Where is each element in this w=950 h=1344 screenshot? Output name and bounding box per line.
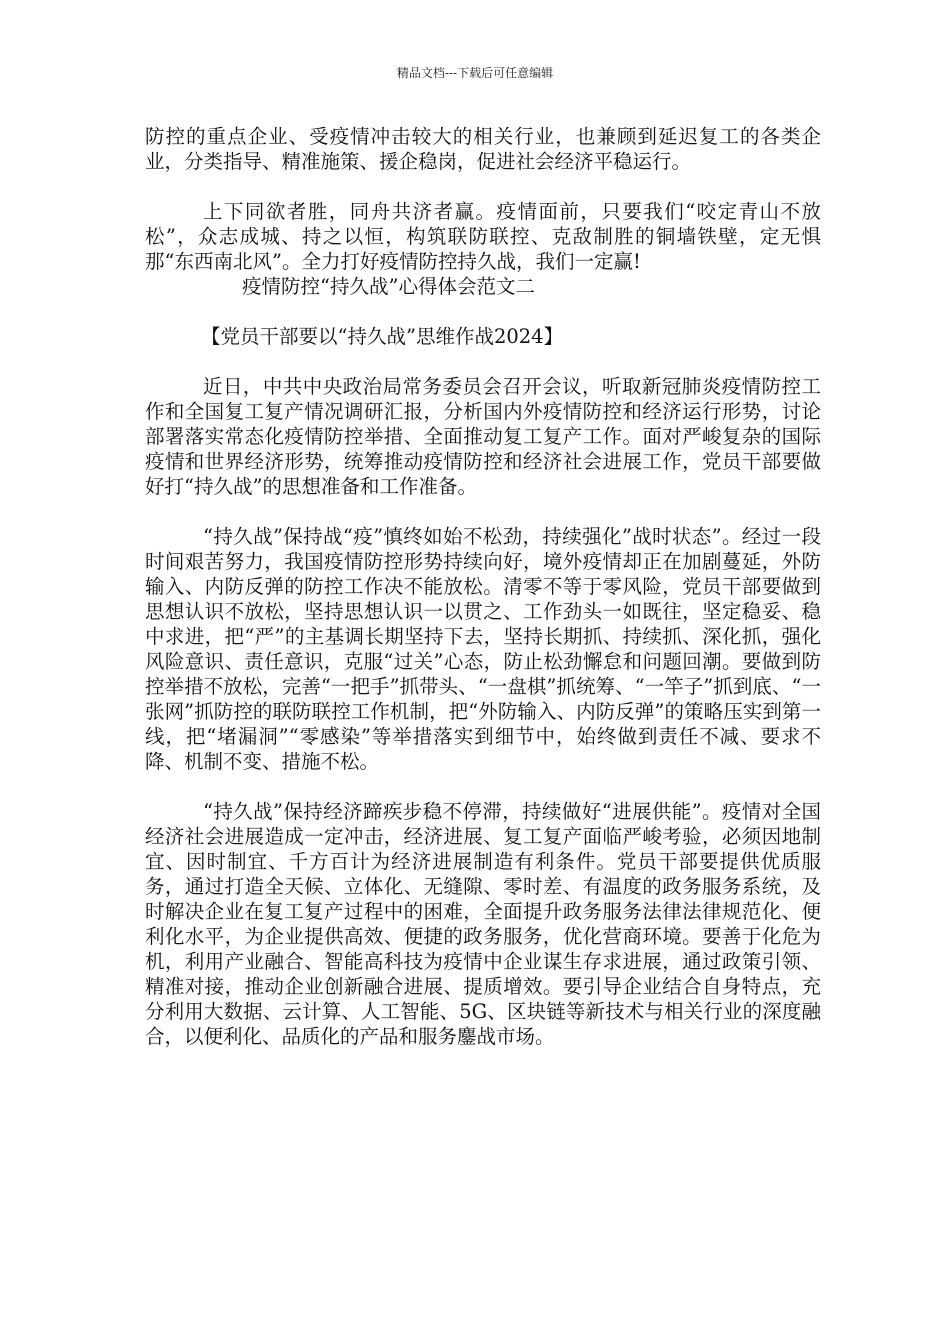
paragraph-closing: 上下同欲者胜，同舟共济者赢。疫情面前，只要我们“咬定青山不放松”，众志成城、持之以恒，构筑联防联控、克敌制胜的铜墙铁壁，定无惧那“东西南北风”。全力打好疫情防控持久战，我们一定赢! (145, 200, 821, 273)
paragraph-continued: 防控的重点企业、受疫情冲击较大的相关行业，也兼顾到延迟复工的各类企业，分类指导、精准施策、援企稳岗，促进社会经济平稳运行。 (145, 125, 821, 173)
article-title: 【党员干部要以“持久战”思维作战2024】 (201, 325, 564, 348)
paragraph-economy: “持久战”保持经济蹄疾步稳不停滞，持续做好“进展供能”。疫情对全国经济社会进展造成一定冲击，经济进展、复工复产面临严峻考验，必须因地制宜、因时制宜、千方百计为经济进展制造有利条件。党员干部要提供优质服务，通过打造全天候、立体化、无缝隙、零时差、有温度的政务服务系统，及时解决企业在复工复产过程中的困难，全面提升政务服务法律法律规范化、便利化水平，为企业提供高效、便捷的政务服务，优化营商环境。要善于化危为机，利用产业融合、智能高科技为疫情中企业谋生存求进展，通过政策引领、精准对接，推动企业创新融合进展、提质增效。要引导企业结合自身特点，充分利用大数据、云计算、人工智能、5G、区块链等新技术与相关行业的深度融合，以便利化、品质化的产品和服务鏖战市场。 (145, 800, 821, 1048)
document-body (145, 124, 821, 1074)
paragraph-epidemic-control: “持久战”保持战“疫”慎终如始不松劲，持续强化”战时状态”。经过一段时间艰苦努力，我国疫情防控形势持续向好，境外疫情却正在加剧蔓延，外防输入、内防反弹的防控工作决不能放松。清零不等于零风险，党员干部要做到思想认识不放松，坚持思想认识一以贯之、工作劲头一如既往，坚定稳妥、稳中求进，把“严”的主基调长期坚持下去，坚持长期抓、持续抓、深化抓，强化风险意识、责任意识，克服“过关”心态，防止松劲懈怠和问题回潮。要做到防控举措不放松，完善“一把手”抓带头、“一盘棋”抓统筹、“一竿子”抓到底、“一张网”抓防控的联防联控工作机制，把“外防输入、内防反弹”的策略压实到第一线，把“堵漏洞”“零感染”等举措落实到细节中，始终做到责任不减、要求不降、机制不变、措施不松。 (145, 525, 821, 773)
page-header: 精品文档---下载后可任意编辑 (396, 66, 554, 80)
section-title: 疫情防控“持久战”心得体会范文二 (242, 275, 535, 298)
paragraph-intro: 近日，中共中央政治局常务委员会召开会议，听取新冠肺炎疫情防控工作和全国复工复产情况调研汇报，分析国内外疫情防控和经济运行形势，讨论部署落实常态化疫情防控举措、全面推动复工复产工作。面对严峻复杂的国际疫情和世界经济形势，统筹推动疫情防控和经济社会进展工作，党员干部要做好打“持久战”的思想准备和工作准备。 (145, 375, 821, 498)
